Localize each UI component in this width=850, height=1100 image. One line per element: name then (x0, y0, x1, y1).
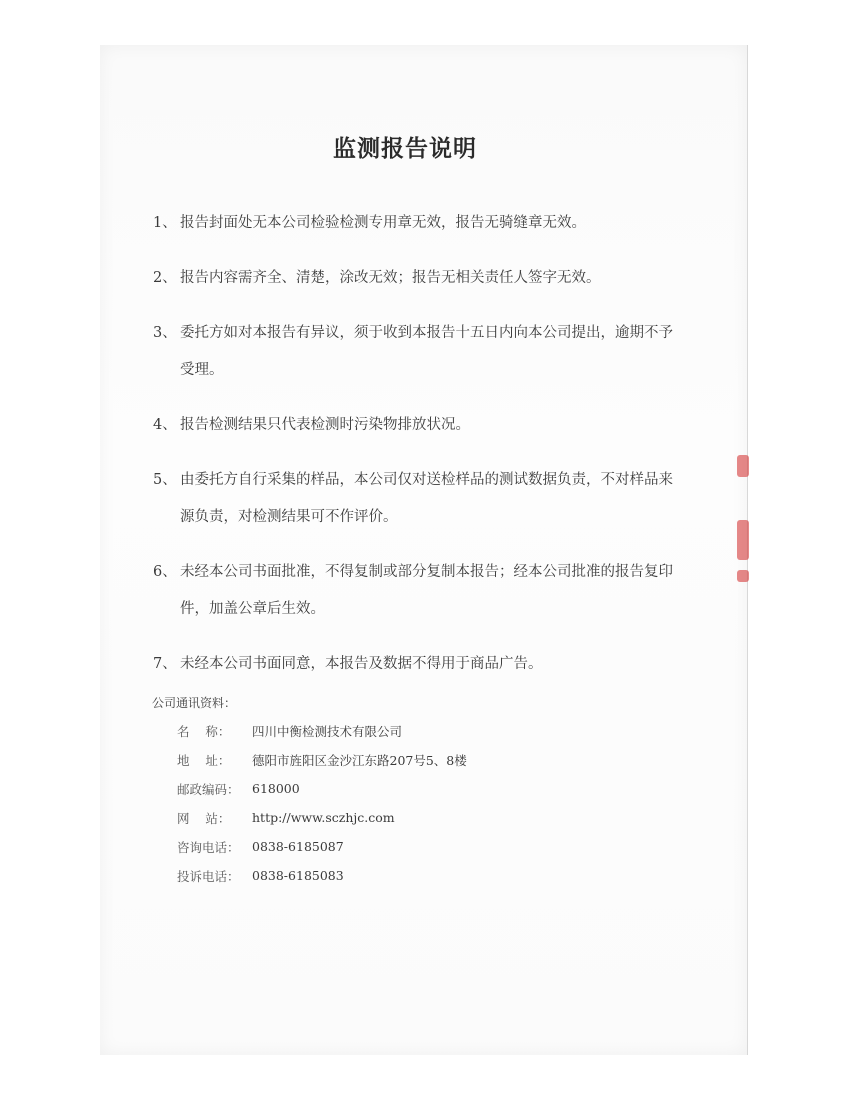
contact-label: 名 称： (177, 723, 231, 739)
contact-row-name (177, 716, 467, 745)
item-number: 6、 (153, 564, 177, 580)
seal-stamp-edge (737, 520, 749, 560)
item-number: 1、 (153, 215, 177, 231)
company-address: 德阳市旌阳区金沙江东路207号5、8楼 (252, 752, 467, 768)
notes-list (153, 205, 673, 701)
item-text: 由委托方自行采集的样品，本公司仅对送检样品的测试数据负责，不对样品来源负责，对检测结果可不作评价。 (180, 472, 673, 525)
item-number: 2、 (153, 270, 177, 286)
page-title: 监测报告说明 (333, 136, 477, 162)
item-number: 4、 (153, 417, 177, 433)
contact-row-inquiry (177, 832, 467, 861)
inquiry-phone: 0838-6185087 (252, 839, 344, 854)
company-name: 四川中衡检测技术有限公司 (252, 723, 403, 739)
contact-row-address (177, 745, 467, 774)
contact-row-complaint (177, 861, 467, 890)
list-item (153, 646, 673, 683)
list-item (153, 315, 673, 389)
list-item (153, 462, 673, 536)
list-item (153, 407, 673, 444)
list-item (153, 205, 673, 242)
item-text: 报告检测结果只代表检测时污染物排放状况。 (180, 417, 470, 433)
item-text: 委托方如对本报告有异议，须于收到本报告十五日内向本公司提出，逾期不予受理。 (180, 325, 673, 378)
contact-label: 地 址： (177, 752, 231, 768)
complaint-phone: 0838-6185083 (252, 868, 344, 883)
contact-heading: 公司通讯资料： (152, 696, 237, 710)
seal-stamp-edge (737, 455, 749, 477)
item-number: 7、 (153, 656, 177, 672)
contact-label: 投诉电话： (177, 868, 240, 884)
contact-label: 邮政编码： (177, 781, 240, 797)
seal-stamp-edge (737, 570, 749, 582)
item-text: 未经本公司书面批准，不得复制或部分复制本报告；经本公司批准的报告复印件，加盖公章后生效。 (180, 564, 673, 617)
postal-code: 618000 (252, 781, 300, 796)
list-item (153, 554, 673, 628)
item-text: 报告内容需齐全、清楚，涂改无效；报告无相关责任人签字无效。 (180, 270, 601, 286)
list-item (153, 260, 673, 297)
item-number: 3、 (153, 325, 177, 341)
contact-label: 网 站： (177, 810, 231, 826)
item-text: 报告封面处无本公司检验检测专用章无效，报告无骑缝章无效。 (180, 215, 586, 231)
item-number: 5、 (153, 472, 177, 488)
contact-info (177, 716, 467, 890)
website-link[interactable]: http://www.sczhjc.com (252, 810, 395, 825)
contact-row-website (177, 803, 467, 832)
item-text: 未经本公司书面同意，本报告及数据不得用于商品广告。 (180, 656, 543, 672)
contact-row-postcode (177, 774, 467, 803)
contact-label: 咨询电话： (177, 839, 240, 855)
